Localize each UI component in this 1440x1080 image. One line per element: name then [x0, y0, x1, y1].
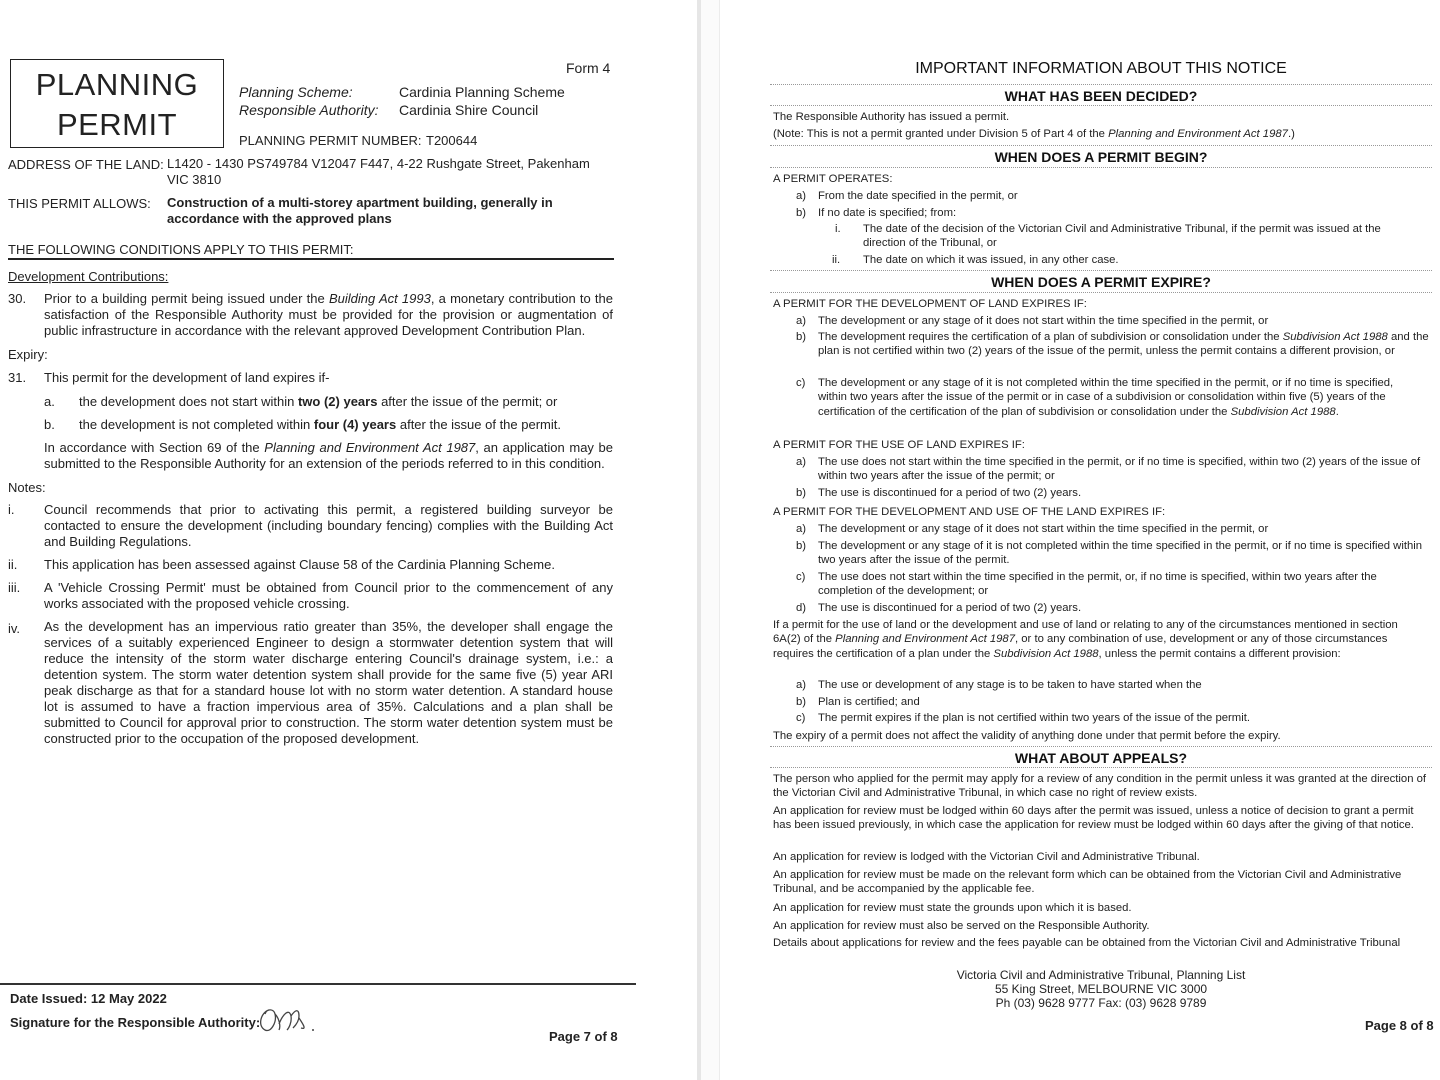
rule-4	[770, 167, 1432, 168]
expire-both-a-number: a)	[796, 523, 807, 535]
expire-last-line: The expiry of a permit does not affect the validity of anything done under that permit before the expiry.	[773, 730, 1281, 742]
page-number: Page 7 of 8	[549, 1029, 618, 1044]
form-number: Form 4	[566, 60, 611, 76]
expire-if-c-number: c)	[796, 712, 806, 724]
expire-use-b-number: b)	[796, 487, 807, 499]
date-issued: Date Issued: 12 May 2022	[10, 991, 167, 1006]
expire-dev-c-number: c)	[796, 377, 806, 389]
begin-bi-text: The date of the decision of the Victorian Civil and Administrative Tribunal, if the permit was issued at the direction of the Tribunal, or	[863, 223, 1381, 250]
begin-b-number: b)	[796, 207, 807, 219]
conditions-heading: THE FOLLOWING CONDITIONS APPLY TO THIS PERMIT:	[8, 242, 354, 257]
expire-if-a-text: The use or development of any stage is to be taken to have started when the	[818, 679, 1202, 691]
page-7	[0, 0, 697, 1080]
rule-5	[770, 270, 1432, 271]
heading-permit-expire: WHEN DOES A PERMIT EXPIRE?	[991, 274, 1211, 290]
expire-both-a-text: The development or any stage of it does not start within the time specified in the permit, or	[818, 523, 1269, 535]
expire-development-intro: A PERMIT FOR THE DEVELOPMENT OF LAND EXPIRES IF:	[773, 298, 1087, 310]
address-value: L1420 - 1430 PS749784 V12047 F447, 4-22 Rushgate Street, Pakenham VIC 3810	[167, 156, 590, 187]
address-label: ADDRESS OF THE LAND:	[8, 157, 164, 172]
begin-bii-number: ii.	[832, 254, 841, 266]
rule-7	[770, 746, 1432, 747]
conditions-rule	[8, 258, 614, 260]
rule-1	[770, 84, 1432, 85]
note-1-number: i.	[8, 502, 15, 517]
expire-both-d-text: The use is discontinued for a period of two (2) years.	[818, 602, 1082, 614]
note-4-number: iv.	[8, 621, 21, 636]
decided-line-2: (Note: This is not a permit granted under Division 5 of Part 4 of the Planning and Environment Act 1987.)	[773, 128, 1295, 140]
expire-dev-and-use-intro: A PERMIT FOR THE DEVELOPMENT AND USE OF THE LAND EXPIRES IF:	[773, 506, 1166, 518]
appeals-para-4: An application for review must be made on the relevant form which can be obtained from the Victorian Civil and Administrative Tribunal, and be accompanied by the applicable fee.	[773, 869, 1402, 896]
condition-30-text: Prior to a building permit being issued under the Building Act 1993, a monetary contribution to the satisfaction of the Responsible Authority must be provided for the provision or augmentation of public infrastructure in accordance with the relevant approved Development Contribution Plan.	[44, 291, 613, 338]
expire-both-c-text: The use does not start within the time specified in the permit, or, if no time is specified, within two years after the completion of the development; or	[818, 571, 1377, 598]
expire-both-b-text: The development or any stage of it is not completed within the time specified in the permit, or if no time is specified within two years after the issue of the permit.	[818, 540, 1423, 567]
planning-scheme-value: Cardinia Planning Scheme	[399, 84, 565, 100]
begin-a-text: From the date specified in the permit, or	[818, 190, 1018, 202]
page-edge	[701, 0, 720, 1080]
title-line-2: PERMIT	[56, 107, 178, 142]
responsible-authority-label: Responsible Authority:	[239, 102, 379, 118]
expire-dev-c-text: The development or any stage of it is not completed within the time specified in the permit, or if no time is specified, within two years after the issue of the permit or in case of a subdivision or consolidation within five (5) years of the certification of the certification of the plan of subdivision or consolidation under the Subdivision Act 1988.	[818, 377, 1394, 418]
expire-use-a-number: a)	[796, 456, 807, 468]
expire-dev-b-text: The development requires the certification of a plan of subdivision or consolidation under the Subdivision Act 1988 and the plan is not certified within two (2) years of the issue of the permit, unless the permit contains a different provision, or	[818, 331, 1429, 358]
expire-if-a-number: a)	[796, 679, 807, 691]
decided-line-1: The Responsible Authority has issued a permit.	[773, 111, 1010, 123]
vcat-address-1: Victoria Civil and Administrative Tribunal, Planning List	[956, 968, 1246, 982]
expiry-heading: Expiry:	[8, 347, 48, 362]
planning-scheme-label: Planning Scheme:	[239, 84, 353, 100]
handwritten-signature	[255, 1000, 325, 1038]
condition-31a-text: the development does not start within two (2) years after the issue of the permit; or	[79, 394, 558, 409]
vcat-phone-fax: Ph (03) 9628 9777 Fax: (03) 9628 9789	[995, 996, 1207, 1010]
note-3-number: iii.	[8, 580, 21, 595]
expire-use-a-text: The use does not start within the time specified in the permit, or if no time is specified, within two (2) years of the issue of within two years after the issue of the permit; or	[818, 456, 1421, 483]
heading-what-decided: WHAT HAS BEEN DECIDED?	[1004, 88, 1198, 104]
begin-bi-number: i.	[835, 223, 841, 235]
permit-number-label: PLANNING PERMIT NUMBER:	[239, 133, 422, 148]
note-3-text: A 'Vehicle Crossing Permit' must be obtained from Council prior to the commencement of any works associated with the proposed vehicle crossing.	[44, 580, 613, 611]
condition-31b-number: b.	[44, 417, 55, 432]
begin-bii-text: The date on which it was issued, in any other case.	[863, 254, 1119, 266]
rule-8	[770, 767, 1432, 768]
expire-use-b-text: The use is discontinued for a period of two (2) years.	[818, 487, 1082, 499]
expire-dev-a-number: a)	[796, 315, 807, 327]
condition-31a-number: a.	[44, 394, 55, 409]
condition-31-number: 31.	[8, 370, 27, 385]
main-heading: IMPORTANT INFORMATION ABOUT THIS NOTICE	[915, 60, 1287, 77]
note-2-number: ii.	[8, 557, 18, 572]
appeals-para-5: An application for review must state the grounds upon which it is based.	[773, 902, 1132, 914]
notes-heading: Notes:	[8, 480, 46, 495]
planning-permit-title-box	[10, 59, 224, 148]
appeals-para-1: The person who applied for the permit may apply for a review of any condition in the permit unless it was granted at the direction of the Victorian Civil and Administrative Tribunal, in which case no right of review exists.	[773, 773, 1427, 800]
development-contributions-heading: Development Contributions:	[8, 269, 169, 284]
permit-allows-value: Construction of a multi-storey apartment building, generally in accordance with the approved plans	[167, 195, 553, 226]
begin-intro: A PERMIT OPERATES:	[773, 173, 893, 185]
expire-both-b-number: b)	[796, 540, 807, 552]
condition-30-number: 30.	[8, 291, 27, 306]
expire-if-b-number: b)	[796, 696, 807, 708]
appeals-para-6: An application for review must also be served on the Responsible Authority.	[773, 920, 1150, 932]
footer-rule	[0, 983, 636, 985]
expire-both-d-number: d)	[796, 602, 807, 614]
rule-3	[770, 145, 1432, 146]
note-4-text: As the development has an impervious ratio greater than 35%, the developer shall engage the services of a suitably experienced Engineer to design a stormwater detention system that will reduce the intensity of the storm water discharge entering Council's drainage system, i.e.: a detention system. The storm water detention system shall provide for the same five (5) year ARI peak discharge as that for a standard house lot with no storm water detention. A standard house lot is assumed to have a fraction impervious area of 35%. Calculations and a plan shall be submitted to Council for approval prior to construction. The storm water detention system must be constructed prior to the occupation of the proposed development.	[44, 619, 613, 746]
page-8	[701, 0, 1440, 1080]
expire-use-intro: A PERMIT FOR THE USE OF LAND EXPIRES IF:	[773, 439, 1025, 451]
rule-2	[770, 105, 1432, 106]
heading-permit-begin: WHEN DOES A PERMIT BEGIN?	[994, 149, 1208, 165]
note-2-text: This application has been assessed against Clause 58 of the Cardinia Planning Scheme.	[44, 557, 555, 572]
begin-b-text: If no date is specified; from:	[818, 207, 957, 219]
expire-if-c-text: The permit expires if the plan is not certified within two years of the issue of the permit.	[818, 712, 1250, 724]
condition-31-extension-text: In accordance with Section 69 of the Planning and Environment Act 1987, an application may be submitted to the Responsible Authority for an extension of the periods referred to in this condition.	[44, 440, 614, 471]
expire-if-paragraph: If a permit for the use of land or the development and use of land or relating to any of the circumstances mentioned in section 6A(2) of the Planning and Environment Act 1987, or to any combination of use, development or any of those circumstances requires the certification of a plan under the Subdivision Act 1988, unless the permit contains a different provision:	[773, 619, 1398, 660]
expire-both-c-number: c)	[796, 571, 806, 583]
appeals-para-7: Details about applications for review and the fees payable can be obtained from the Victorian Civil and Administrative Tribunal	[773, 937, 1401, 949]
condition-31b-text: the development is not completed within four (4) years after the issue of the permit.	[79, 417, 561, 432]
rule-6	[770, 292, 1432, 293]
permit-allows-label: THIS PERMIT ALLOWS:	[8, 196, 151, 211]
permit-number-value: T200644	[426, 133, 478, 148]
responsible-authority-value: Cardinia Shire Council	[399, 102, 539, 118]
appeals-para-2: An application for review must be lodged within 60 days after the permit was issued, unless a notice of decision to grant a permit has been issued previously, in which case the application for review must be lodged within 60 days after the giving of that notice.	[773, 805, 1414, 832]
signature-label: Signature for the Responsible Authority:	[10, 1015, 261, 1030]
heading-appeals: WHAT ABOUT APPEALS?	[1014, 750, 1188, 766]
begin-a-number: a)	[796, 190, 807, 202]
vcat-address-2: 55 King Street, MELBOURNE VIC 3000	[994, 982, 1208, 996]
expire-dev-a-text: The development or any stage of it does not start within the time specified in the permit, or	[818, 315, 1269, 327]
title-line-1: PLANNING	[35, 67, 199, 102]
page-number: Page 8 of 8	[1365, 1018, 1434, 1033]
expire-if-b-text: Plan is certified; and	[818, 696, 920, 708]
note-1-text: Council recommends that prior to activating this permit, a registered building surveyor be contacted to ensure the development (including boundary fencing) complies with the Building Act and Building Regulations.	[44, 502, 613, 549]
appeals-para-3: An application for review is lodged with the Victorian Civil and Administrative Tribunal.	[773, 851, 1200, 863]
expire-dev-b-number: b)	[796, 331, 807, 343]
condition-31-text: This permit for the development of land expires if-	[44, 370, 330, 385]
